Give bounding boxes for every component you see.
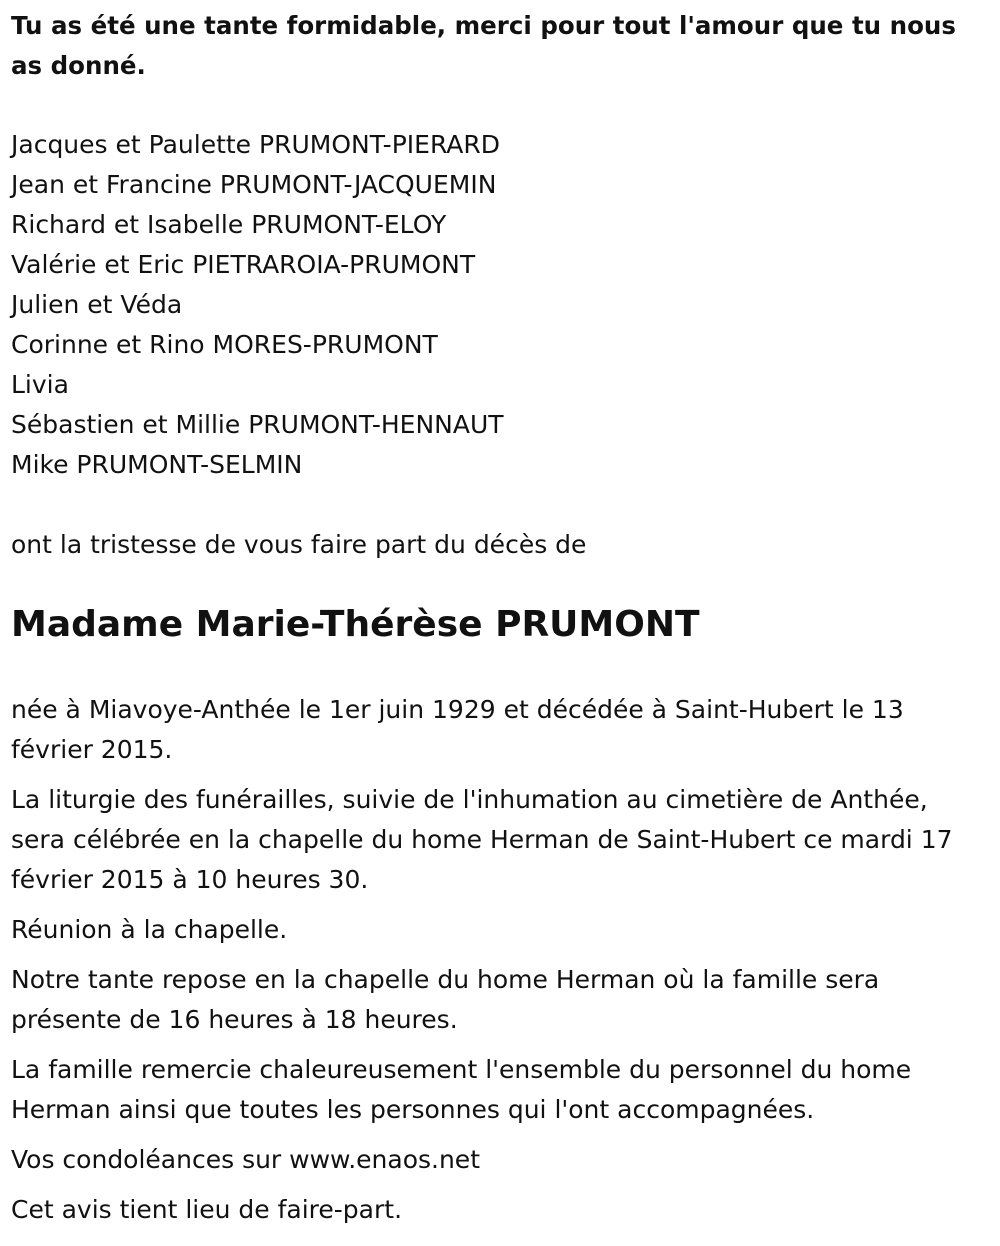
announcement: ont la tristesse de vous faire part du décès de	[11, 530, 587, 559]
family-member: Valérie et Eric PIETRAROIA-PRUMONT	[11, 250, 476, 279]
epigraph: Tu as été une tante formidable, merci pour tout l'amour que tu nous as donné.	[11, 11, 956, 80]
family-member: Jacques et Paulette PRUMONT-PIERARD	[11, 130, 501, 159]
birth-death-dates: née à Miavoye-Anthée le 1er juin 1929 et décédée à Saint-Hubert le 13 février 2015.	[11, 695, 904, 764]
family-member: Sébastien et Millie PRUMONT-HENNAUT	[11, 410, 504, 439]
family-member: Corinne et Rino MORES-PRUMONT	[11, 330, 438, 359]
funeral-details: La liturgie des funérailles, suivie de l'inhumation au cimetière de Anthée, sera célébrée en la chapelle du home Herman de Saint-Hubert ce mardi 17 février 2015 à 10 heures 30.	[11, 785, 953, 894]
family-list	[11, 125, 986, 485]
visitation-info: Notre tante repose en la chapelle du home Herman où la famille sera présente de 16 heures à 18 heures.	[11, 965, 880, 1034]
deceased-name: Madame Marie-Thérèse PRUMONT	[11, 604, 700, 645]
closing-note: Cet avis tient lieu de faire-part.	[11, 1195, 403, 1224]
family-member: Richard et Isabelle PRUMONT-ELOY	[11, 210, 447, 239]
family-member: Livia	[11, 370, 69, 399]
gathering-info: Réunion à la chapelle.	[11, 915, 288, 944]
acknowledgement: La famille remercie chaleureusement l'ensemble du personnel du home Herman ainsi que toutes les personnes qui l'ont accompagnées.	[11, 1055, 912, 1124]
family-member: Mike PRUMONT-SELMIN	[11, 450, 303, 479]
condolences-link[interactable]: Vos condoléances sur www.enaos.net	[11, 1145, 480, 1174]
notice-body	[11, 690, 986, 1230]
family-member: Julien et Véda	[11, 290, 183, 319]
family-member: Jean et Francine PRUMONT-JACQUEMIN	[11, 170, 497, 199]
